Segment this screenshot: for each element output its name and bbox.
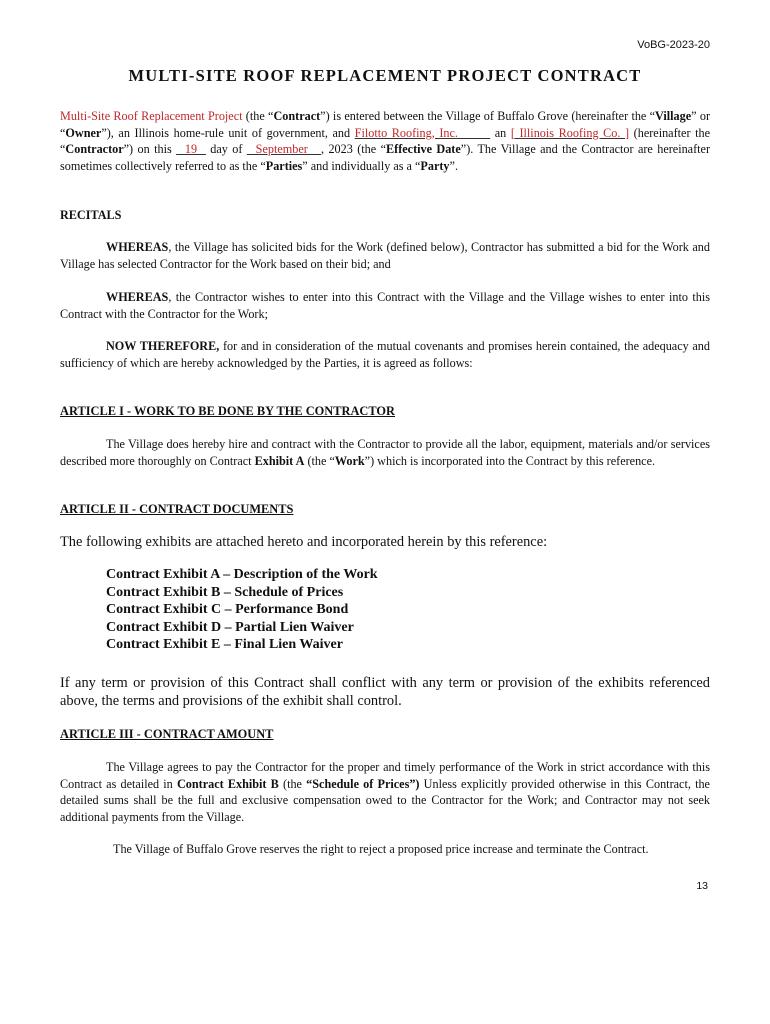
article-2-intro: The following exhibits are attached hereto and incorporated herein by this reference: [60,534,548,550]
day-field: 19 [176,142,206,156]
recital-paragraph-1: WHEREAS, the Village has solicited bids for the Work (defined below), Contractor has submitted a bid for the Work and Village has selected Contractor for the Work based on their bid; and [60,240,710,271]
intro-paragraph: Multi-Site Roof Replacement Project (the “Contract”) is entered between the Village of Buffalo Grove (hereinafter the “Village” or “Owner”), an Illinois home-rule unit of government, and Filotto Roofing, Inc. an [ Illinois Roofing Co. ] (hereinafter the “Contractor”) on this 19 day of September , 2023 (the “Effective Date”). The Village and the Contractor are hereinafter sometimes collectively referred to as the “Parties” and individually as a “Party”. [60,109,711,173]
project-name: Multi-Site Roof Replacement Project [60,109,243,123]
page-number: 13 [696,880,708,892]
document-id: VoBG-2023-20 [637,39,710,51]
article-3-heading: ARTICLE III - CONTRACT AMOUNT [60,727,274,741]
recital-paragraph-3: NOW THEREFORE, for and in consideration of the mutual covenants and promises herein contained, the adequacy and sufficiency of which are hereby acknowledged by the Parties, it is agreed as follows: [60,339,710,370]
article-2-heading: ARTICLE II - CONTRACT DOCUMENTS [60,502,294,516]
recitals-heading: RECITALS [60,208,122,222]
document-title: MULTI-SITE ROOF REPLACEMENT PROJECT CONTRACT [128,66,642,85]
article-1-heading: ARTICLE I - WORK TO BE DONE BY THE CONTRACTOR [60,404,395,418]
conflict-clause: If any term or provision of this Contract shall conflict with any term or provision of the exhibits referenced above, the terms and provisions of the exhibit shall control. [60,675,710,709]
article-1-paragraph: The Village does hereby hire and contract with the Contractor to provide all the labor, equipment, materials and/or services described more thoroughly on Contract Exhibit A (the “Work”) which is incorporated into the Contract by this reference. [60,437,710,468]
exhibit-item-b: Contract Exhibit B – Schedule of Prices [106,584,344,600]
exhibit-item-a: Contract Exhibit A – Description of the Work [106,567,378,582]
exhibit-item-e: Contract Exhibit E – Final Lien Waiver [106,637,343,653]
month-field: September [246,142,322,156]
exhibit-item-c: Contract Exhibit C – Performance Bond [106,602,349,618]
contractor-type-field: [ Illinois Roofing Co. ] [510,125,630,140]
contractor-name-field: Filotto Roofing, Inc. [354,125,491,140]
exhibit-list [106,566,378,654]
reserve-clause: The Village of Buffalo Grove reserves the right to reject a proposed price increase and terminate the Contract. [113,842,649,856]
exhibit-item-d: Contract Exhibit D – Partial Lien Waiver [106,619,354,635]
article-3-paragraph: The Village agrees to pay the Contractor for the proper and timely performance of the Work in strict accordance with this Contract as detailed in Contract Exhibit B (the “Schedule of Prices”) Unless explicitly provided otherwise in this Contract, the detailed sums shall be the full and exclusive compensation owed to the Contractor for the Work; and Contractor may not seek additional payments from the Village. [60,760,710,824]
recital-paragraph-2: WHEREAS, the Contractor wishes to enter into this Contract with the Village and the Village wishes to enter into this Contract with the Contractor for the Work; [60,290,710,321]
